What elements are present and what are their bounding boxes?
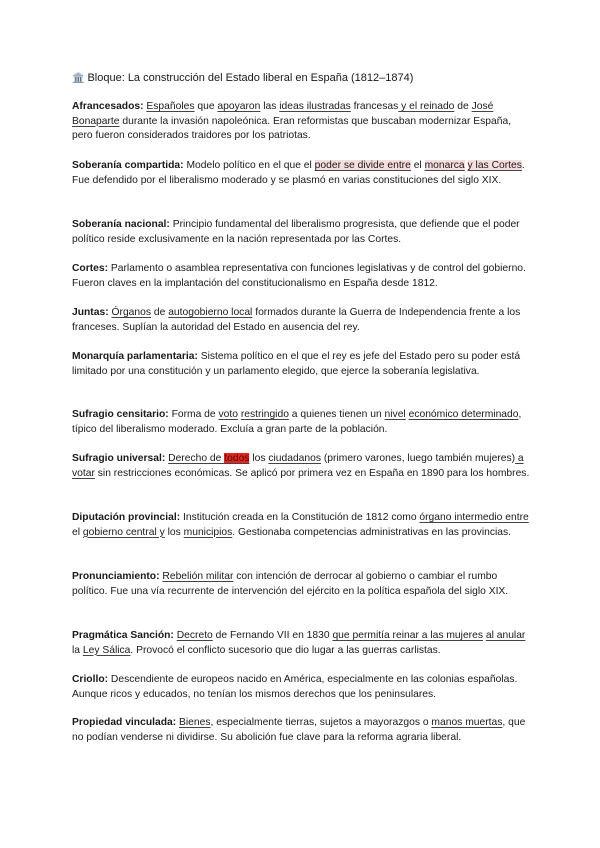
text-segment: durante la invasión napoleónica. Eran reformistas que buscaban modernizar España, pero fueron considerados traidores por los patriotas. xyxy=(72,115,512,142)
entry-term: Monarquía parlamentaria: xyxy=(72,351,198,362)
underlined-text: Bienes xyxy=(179,717,211,728)
highlighted-text: monarca xyxy=(424,160,465,171)
entry-term: Criollo: xyxy=(72,674,109,685)
text-segment: el xyxy=(410,160,425,171)
glossary-entry-cortes xyxy=(72,262,530,291)
underlined-text: José Bonaparte xyxy=(72,101,494,127)
underlined-text: económico determinado xyxy=(408,409,519,420)
highlighted-text: y las Cortes xyxy=(467,160,522,171)
underlined-text: Decreto xyxy=(176,630,213,641)
text-segment: el xyxy=(72,526,83,538)
glossary-entry-sufragio-censitario xyxy=(72,408,530,437)
text-segment: . Fue defendido por el liberalismo moderado y se plasmó en varias constituciones del siglo XIX. xyxy=(72,160,525,186)
text-segment: la xyxy=(72,644,83,656)
highlighted-text: poder se divide entre xyxy=(314,160,411,171)
text-segment: Descendiente de europeos nacido en América, especialmente en las colonias españolas. Aunque ricos y educados, no tenían los mismos derechos que los peninsulares. xyxy=(72,674,518,700)
glossary-entry-diputacion-provincial xyxy=(72,511,530,540)
highlighted-text: todos xyxy=(224,453,250,464)
text-segment: francesas xyxy=(350,101,399,112)
glossary-entry-monarquia-parlamentaria xyxy=(72,350,530,379)
underlined-text: ideas ilustradas xyxy=(279,101,351,112)
underlined-text: Rebelión militar xyxy=(162,571,234,582)
text-segment: que xyxy=(194,101,218,112)
text-segment: , que no podían venderse ni dividirse. Su abolición fue clave para la reforma agraria liberal. xyxy=(72,717,526,743)
underlined-text: al anular xyxy=(485,630,526,641)
entry-term: Juntas: xyxy=(72,307,109,318)
text-segment: con intención de derrocar al gobierno o cambiar el rumbo político. Fue una vía recurrente de intervención del ejército en la política española del siglo XIX. xyxy=(72,571,509,597)
underlined-text: gobierno central y xyxy=(82,526,165,538)
text-segment: de xyxy=(151,307,169,318)
glossary-entry-propiedad-vinculada xyxy=(72,716,530,745)
entry-term: Sufragio censitario: xyxy=(72,409,169,420)
text-segment: . Provocó el conflicto sucesorio que dio lugar a las guerras carlistas. xyxy=(130,644,441,656)
text-segment: . Gestionaba competencias administrativas en las provincias. xyxy=(232,526,512,538)
glossary-entry-criollo xyxy=(72,673,530,702)
underlined-text: ciudadanos xyxy=(268,453,322,464)
glossary-entry-sufragio-universal xyxy=(72,452,530,481)
underlined-text: autogobierno local xyxy=(168,307,253,318)
text-segment: a quienes tienen un xyxy=(288,409,385,420)
text-segment: Institución creada en la Constitución de 1812 como xyxy=(180,512,420,523)
text-segment: de xyxy=(454,101,472,112)
underlined-text: órgano intermedio entre xyxy=(419,512,529,523)
glossary-entry-pragmatica-sancion xyxy=(72,629,530,658)
text-segment: , especialmente tierras, sujetos a mayorazgos o xyxy=(210,717,432,728)
entry-term: Pragmática Sanción: xyxy=(72,630,174,641)
glossary-entry-soberania-compartida xyxy=(72,159,530,188)
classical-building-icon: 🏛️ xyxy=(72,73,85,84)
text-segment: formados durante la Guerra de Independencia frente a los franceses. Suplían la autoridad del Estado en ausencia del rey. xyxy=(72,307,521,333)
glossary-entry-juntas xyxy=(72,306,530,335)
entry-term: Afrancesados: xyxy=(72,101,144,112)
underlined-text: municipios xyxy=(183,526,233,538)
text-segment: Modelo político en el que el xyxy=(183,160,315,171)
entry-term: Sufragio universal: xyxy=(72,453,166,464)
underlined-text: y el reinado xyxy=(398,101,455,112)
section-heading xyxy=(72,71,413,86)
text-segment: Principio fundamental del liberalismo progresista, que defiende que el poder político reside exclusivamente en la nación representada por las Cortes. xyxy=(72,219,520,245)
glossary-entry-soberania-nacional xyxy=(72,218,530,247)
text-segment: Forma de xyxy=(168,409,219,420)
text-segment: los xyxy=(164,526,184,538)
text-segment: (primero varones, luego también mujeres) xyxy=(321,453,516,464)
underlined-text: que permitía reinar a las mujeres xyxy=(332,630,483,641)
underlined-text: Órganos xyxy=(111,307,151,318)
entry-term: Soberanía nacional: xyxy=(72,219,170,230)
glossary-entry-afrancesados xyxy=(72,100,530,144)
text-segment: las xyxy=(260,101,280,112)
entry-term: Diputación provincial: xyxy=(72,512,181,523)
entry-term: Cortes: xyxy=(72,263,109,274)
text-segment: Parlamento o asamblea representativa con funciones legislativas y de control del gobierno. Fueron claves en la implantación del constitucionalismo en España desde 1812. xyxy=(72,263,526,289)
underlined-text: nivel xyxy=(384,409,406,420)
underlined-text: Españoles xyxy=(146,101,195,112)
glossary-entry-pronunciamiento xyxy=(72,570,530,599)
text-segment: Sistema político en el que el rey es jefe del Estado pero su poder está limitado por una constitución y un parlamento elegido, que ejerce la soberanía legislativa. xyxy=(72,351,521,377)
underlined-text: manos muertas xyxy=(431,717,503,728)
entry-term: Propiedad vinculada: xyxy=(72,717,177,728)
text-segment: sin restricciones económicas. Se aplicó por primera vez en España en 1890 para los hombres. xyxy=(94,467,530,479)
underlined-text: a votar xyxy=(72,453,524,479)
underlined-text: Ley Sálica xyxy=(82,644,131,656)
underlined-text: apoyaron xyxy=(217,101,261,112)
heading-text: Bloque: La construcción del Estado liberal en España (1812–1874) xyxy=(87,72,414,84)
underlined-text: restringido xyxy=(240,409,289,420)
underlined-text: Derecho de xyxy=(168,453,225,464)
entry-term: Pronunciamiento: xyxy=(72,571,160,582)
underlined-text: voto xyxy=(218,409,238,420)
entry-term: Soberanía compartida: xyxy=(72,160,184,171)
text-segment: de Fernando VII en 1830 xyxy=(212,630,333,641)
text-segment: , típico del liberalismo moderado. Excluía a gran parte de la población. xyxy=(72,409,522,435)
text-segment: los xyxy=(249,453,269,464)
